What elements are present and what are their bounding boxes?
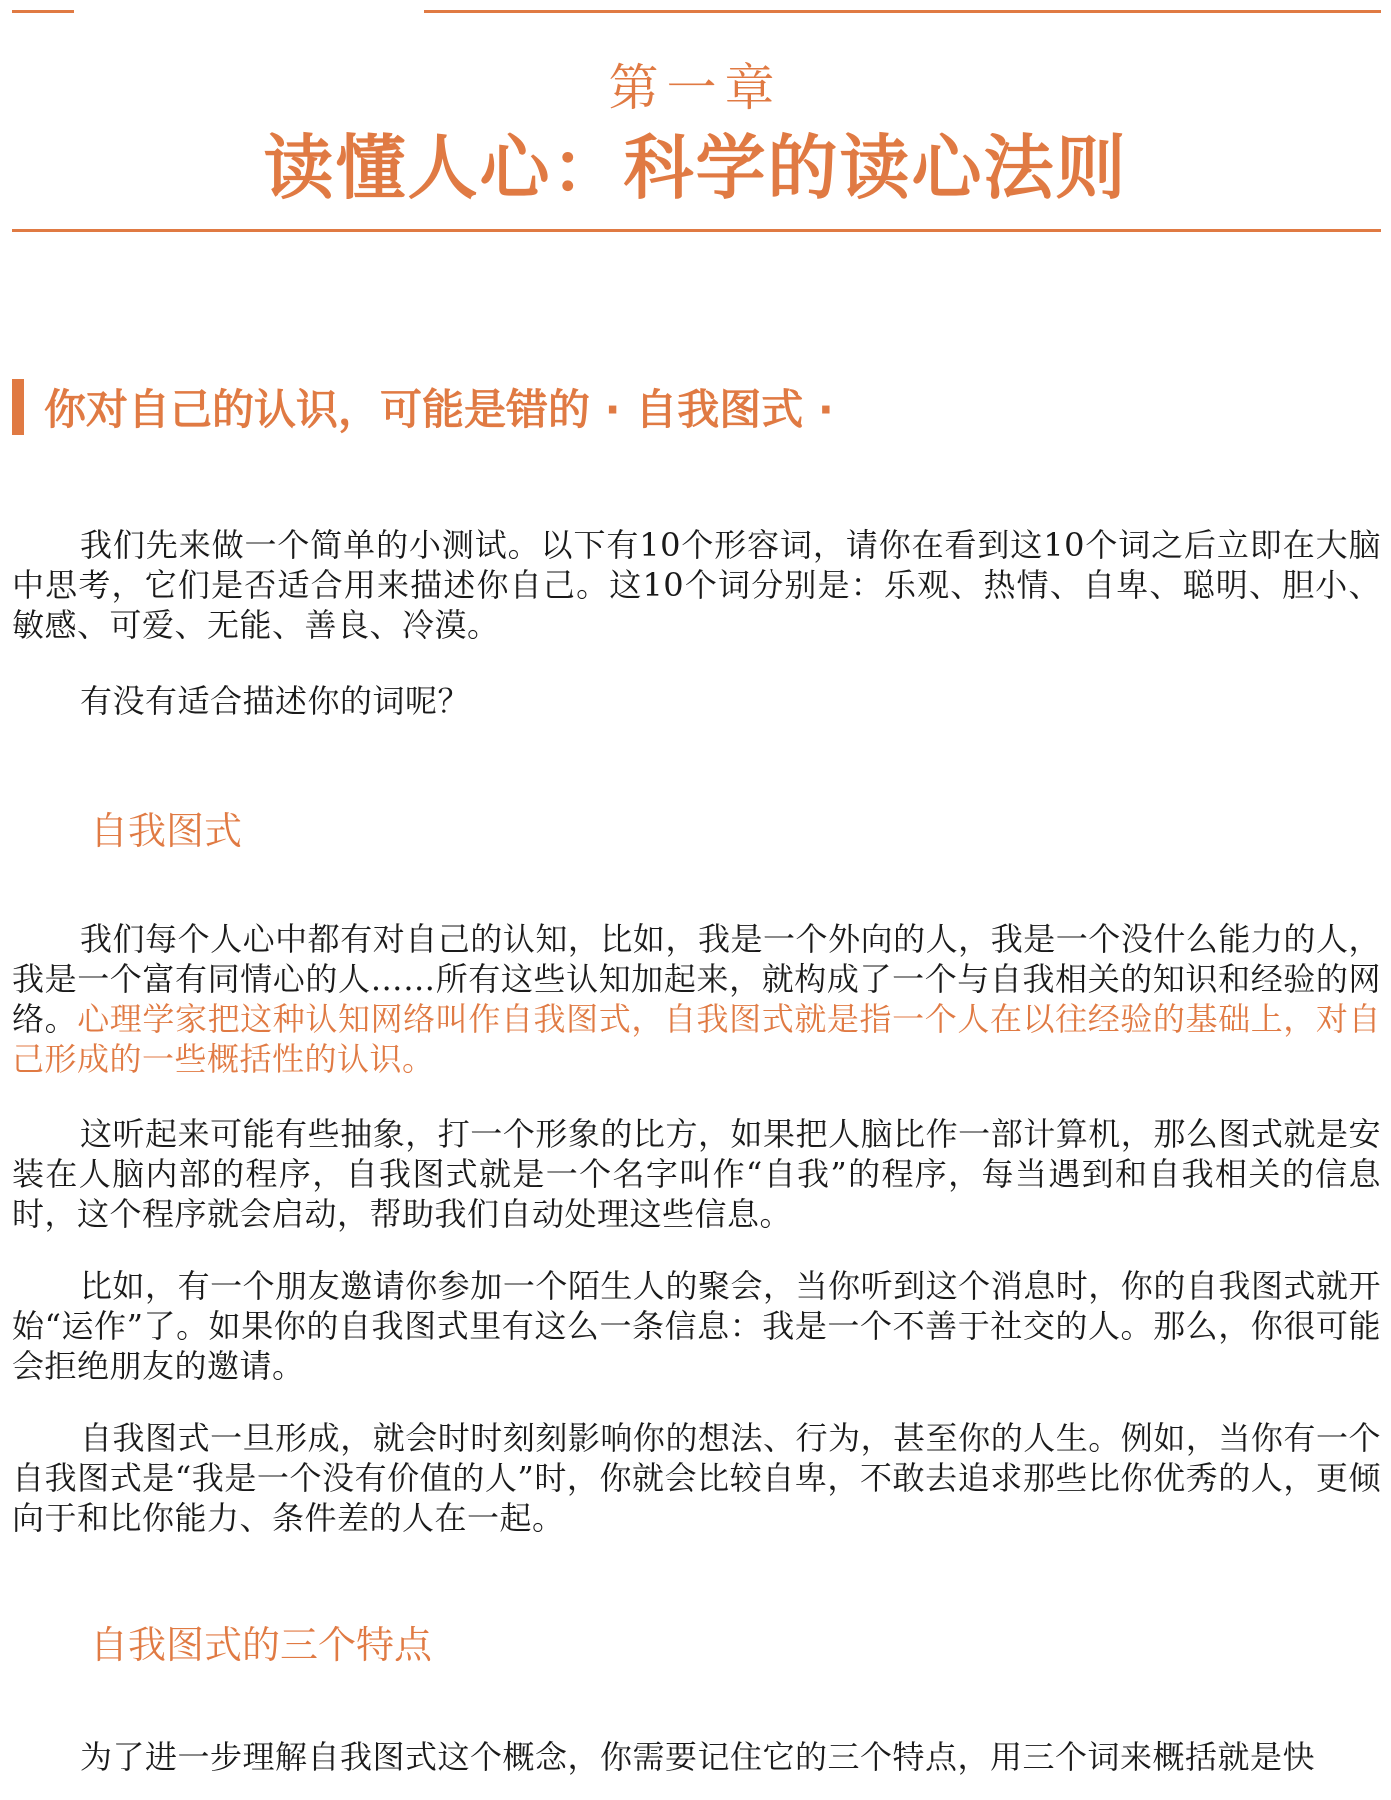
paragraph-intro-test: 我们先来做一个简单的小测试。以下有10个形容词，请你在看到这10个词之后立即在大脑中思考，它们是否适合用来描述你自己。这10个词分别是：乐观、热情、自卑、聪明、胆小、敏感、可爱、无能、善良、冷漠。	[12, 526, 1381, 644]
highlighted-definition: 心理学家把这种认知网络叫作自我图式，自我图式就是指一个人在以往经验的基础上，对自己形成的一些概括性的认识。	[12, 1000, 1381, 1078]
paragraph-self-cognition	[12, 919, 1381, 1079]
top-right-rule	[424, 10, 1381, 13]
paragraph-three-features-intro: 为了进一步理解自我图式这个概念，你需要记住它的三个特点，用三个词来概括就是快	[80, 1738, 1316, 1776]
section-heading	[12, 379, 834, 435]
paragraph-computer-analogy: 这听起来可能有些抽象，打一个形象的比方，如果把人脑比作一部计算机，那么图式就是安装在人脑内部的程序，自我图式就是一个名字叫作“自我”的程序，每当遇到和自我相关的信息时，这个程序就会启动，帮助我们自动处理这些信息。	[12, 1115, 1381, 1233]
subheading-self-schema: 自我图式	[90, 809, 243, 853]
chapter-label: 第一章	[608, 59, 783, 117]
paragraph-schema-influence: 自我图式一旦形成，就会时时刻刻影响你的想法、行为，甚至你的人生。例如，当你有一个自我图式是“我是一个没有价值的人”时，你就会比较自卑，不敢去追求那些比你优秀的人，更倾向于和比你能力、条件差的人在一起。	[12, 1419, 1381, 1537]
top-left-rule	[12, 10, 74, 13]
title-divider	[12, 229, 1381, 232]
section-accent-bar	[12, 379, 24, 435]
chapter-title: 读懂人心：科学的读心法则	[263, 127, 1128, 209]
paragraph-self-cognition-text: 我们每个人心中都有对自己的认知，比如，我是一个外向的人，我是一个没什么能力的人，我是一个富有同情心的人……所有这些认知加起来，就构成了一个与自我相关的知识和经验的网络。	[12, 920, 1381, 1038]
section-heading-text: 你对自己的认识，可能是错的 · 自我图式 ·	[44, 385, 834, 434]
paragraph-party-example: 比如，有一个朋友邀请你参加一个陌生人的聚会，当你听到这个消息时，你的自我图式就开始“运作”了。如果你的自我图式里有这么一条信息：我是一个不善于社交的人。那么，你很可能会拒绝朋友的邀请。	[12, 1267, 1381, 1385]
subheading-three-features: 自我图式的三个特点	[90, 1623, 433, 1667]
paragraph-question: 有没有适合描述你的词呢？	[80, 682, 471, 720]
